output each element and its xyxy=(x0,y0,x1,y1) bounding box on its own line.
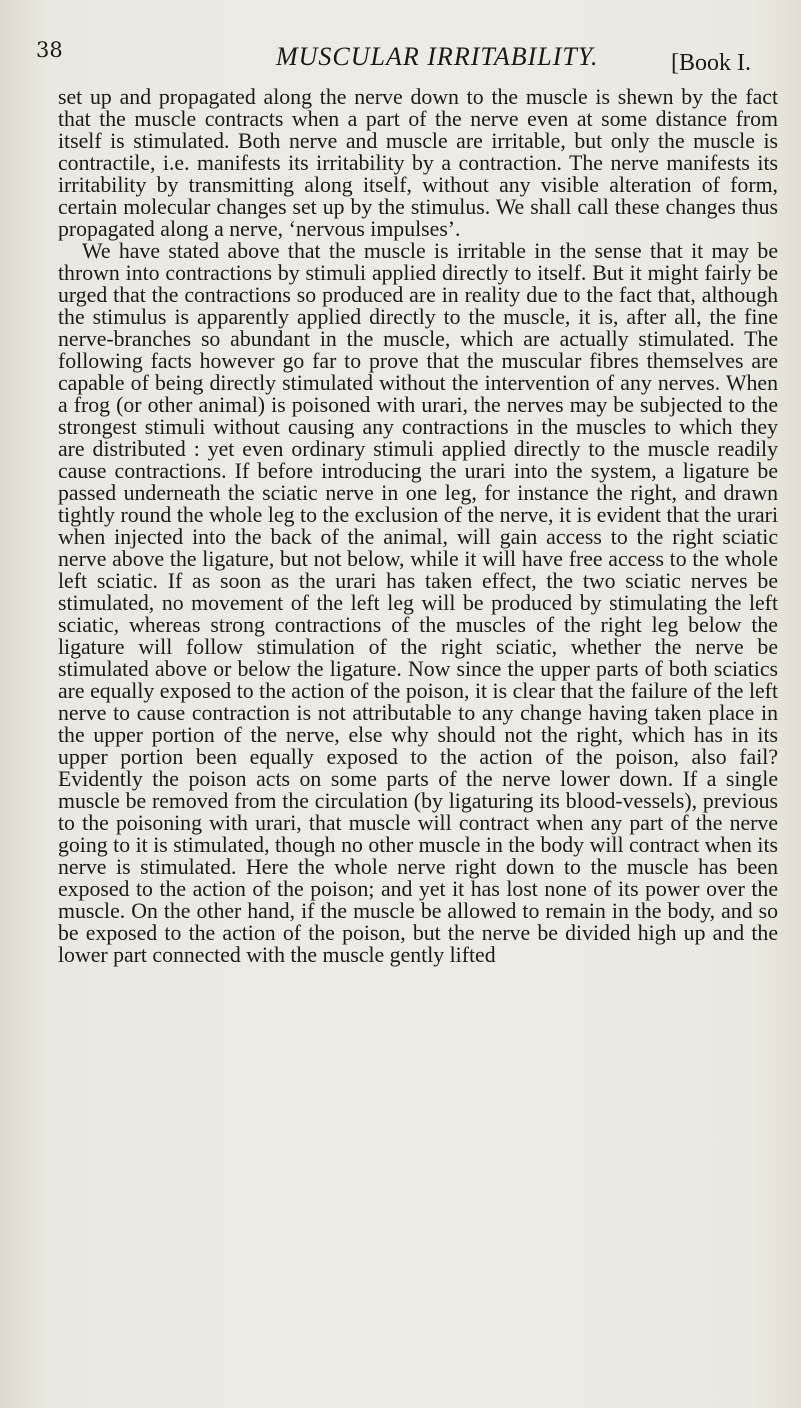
page-header xyxy=(36,38,751,78)
page-number: 38 xyxy=(36,38,63,62)
book-marker: [Book I. xyxy=(671,50,751,76)
running-title: MUSCULAR IRRITABILITY. xyxy=(276,42,599,71)
paragraph-1: set up and propagated along the nerve down to the muscle is shewn by the fact that the muscle contracts when a part of the nerve even at some distance from itself is stimulated. Both nerve and muscle are irritable, but only the muscle is contractile, i.e. manifests its irritability by a contraction. The nerve manifests its irritability by transmitting along itself, without any visible alteration of form, certain molecular changes set up by the stimulus. We shall call these changes thus propagated along a nerve, ‘nervous impulses’. xyxy=(58,85,778,241)
body-text xyxy=(58,86,778,966)
paragraph-2: We have stated above that the muscle is irritable in the sense that it may be thrown into contractions by stimuli applied directly to itself. But it might fairly be urged that the contractions so produced are in reality due to the fact that, although the stimulus is apparently applied directly to the muscle, it is, after all, the fine nerve-branches so abundant in the muscle, which are actually stimulated. The following facts however go far to prove that the muscular fibres themselves are capable of being directly stimulated without the intervention of any nerves. When a frog (or other animal) is poisoned with urari, the nerves may be subjected to the strongest stimuli without causing any contractions in the muscles to which they are distributed : yet even ordinary stimuli applied directly to the muscle readily cause contractions. If before introducing the urari into the system, a ligature be passed underneath the sciatic nerve in one leg, for instance the right, and drawn tightly round the whole leg to the exclusion of the nerve, it is evident that the urari when injected into the back of the animal, will gain access to the right sciatic nerve above the ligature, but not below, while it will have free access to the whole left sciatic. If as soon as the urari has taken effect, the two sciatic nerves be stimulated, no movement of the left leg will be produced by stimulating the left sciatic, whereas strong contractions of the muscles of the right leg below the ligature will follow stimulation of the right sciatic, whether the nerve be stimulated above or below the ligature. Now since the upper parts of both sciatics are equally exposed to the action of the poison, it is clear that the failure of the left nerve to cause contraction is not attributable to any change having taken place in the upper portion of the nerve, else why should not the right, which has in its upper portion been equally exposed to the action of the poison, also fail? Evidently the poison acts on some parts of the nerve lower down. If a single muscle be removed from the circulation (by ligaturing its blood-vessels), previous to the poisoning with urari, that muscle will contract when any part of the nerve going to it is stimulated, though no other muscle in the body will contract when its nerve is stimulated. Here the whole nerve right down to the muscle has been exposed to the action of the poison; and yet it has lost none of its power over the muscle. On the other hand, if the muscle be allowed to remain in the body, and so be exposed to the action of the poison, but the nerve be divided high up and the lower part connected with the muscle gently lifted xyxy=(58,239,778,967)
